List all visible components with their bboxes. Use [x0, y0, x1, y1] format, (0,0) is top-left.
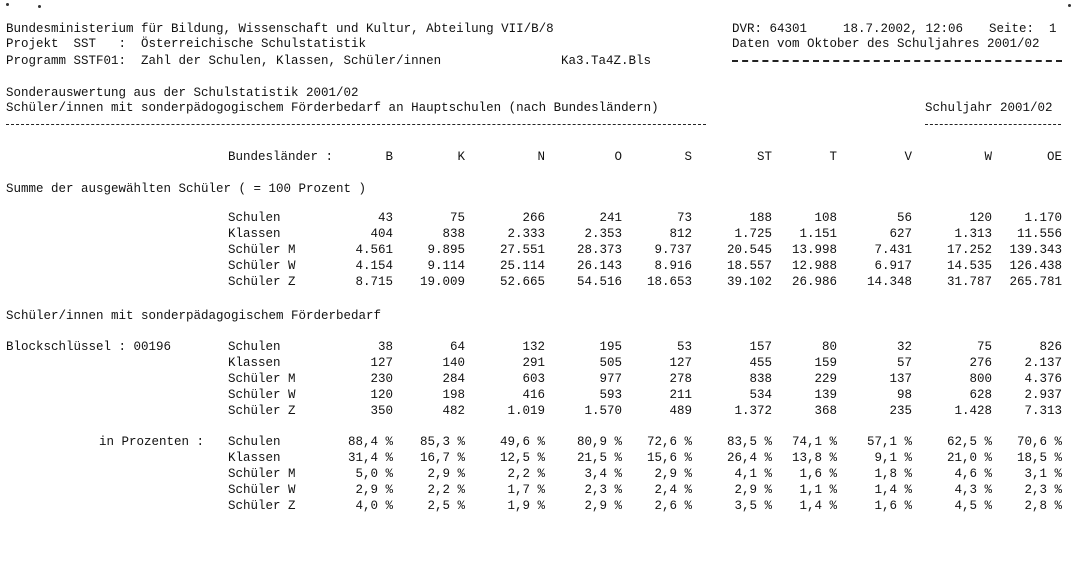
table-cell: 2,4 % [654, 483, 692, 497]
table-cell: 43 [377, 211, 393, 225]
table-cell: 2.137 [1024, 356, 1062, 370]
table-cell: 812 [669, 227, 692, 241]
table-cell: 12.988 [791, 259, 837, 273]
program-line: Programm SSTF01: Zahl der Schulen, Klassen, Schüler/innen [6, 54, 442, 68]
table-cell: 603 [522, 372, 545, 386]
table-cell: 75 [449, 211, 465, 225]
data-note: Daten vom Oktober des Schuljahres 2001/02 [732, 37, 1040, 51]
row-label: Schulen [228, 211, 281, 225]
row-label: Schüler M [228, 372, 296, 386]
table-cell: 4,3 % [954, 483, 992, 497]
table-cell: 49,6 % [499, 435, 545, 449]
table-cell: 26.986 [791, 275, 837, 289]
table-cell: 1.170 [1024, 211, 1062, 225]
table-cell: 19.009 [419, 275, 465, 289]
project-line: Projekt SST : Österreichische Schulstatistik [6, 37, 367, 51]
row-label: Klassen [228, 451, 281, 465]
table-cell: 2,3 % [1024, 483, 1062, 497]
row-label: Schüler W [228, 388, 296, 402]
table-cell: 31.787 [946, 275, 992, 289]
table-cell: 9.737 [654, 243, 692, 257]
row-label: Schüler Z [228, 404, 296, 418]
table-cell: 21,0 % [946, 451, 992, 465]
table-cell: 229 [814, 372, 837, 386]
table-cell: 5,0 % [355, 467, 393, 481]
table-cell: 80,9 % [576, 435, 622, 449]
report-subtitle: Schüler/innen mit sonderpädogogischem Förderbedarf an Hauptschulen (nach Bundesländern) [6, 101, 659, 115]
table-cell: 1,1 % [799, 483, 837, 497]
row-label: Schüler M [228, 467, 296, 481]
table-cell: 404 [370, 227, 393, 241]
row-label: Klassen [228, 227, 281, 241]
table-cell: 31,4 % [347, 451, 393, 465]
table-cell: 73 [676, 211, 692, 225]
table-cell: 1,4 % [799, 499, 837, 513]
column-header-n: N [537, 150, 545, 164]
table-cell: 2.353 [584, 227, 622, 241]
table-cell: 14.535 [946, 259, 992, 273]
column-header-oe: OE [1046, 150, 1062, 164]
report-title: Sonderauswertung aus der Schulstatistik 2001/02 [6, 86, 359, 100]
table-cell: 505 [599, 356, 622, 370]
ministry-line: Bundesministerium für Bildung, Wissenschaft und Kultur, Abteilung VII/B/8 [6, 22, 554, 36]
table-cell: 126.438 [1009, 259, 1062, 273]
table-cell: 108 [814, 211, 837, 225]
table-cell: 25.114 [499, 259, 545, 273]
title-rule [6, 124, 706, 125]
table-cell: 1.151 [799, 227, 837, 241]
table-cell: 230 [370, 372, 393, 386]
table-cell: 140 [442, 356, 465, 370]
table-cell: 39.102 [726, 275, 772, 289]
table-cell: 9,1 % [874, 451, 912, 465]
table-cell: 3,1 % [1024, 467, 1062, 481]
schuljahr-label: Schuljahr 2001/02 [925, 101, 1053, 115]
table-cell: 198 [442, 388, 465, 402]
table-cell: 2,9 % [734, 483, 772, 497]
table-cell: 628 [969, 388, 992, 402]
row-label: Schüler W [228, 483, 296, 497]
table-cell: 53 [676, 340, 692, 354]
table-cell: 139 [814, 388, 837, 402]
table-cell: 62,5 % [946, 435, 992, 449]
table-cell: 350 [370, 404, 393, 418]
table-cell: 3,5 % [734, 499, 772, 513]
table-cell: 489 [669, 404, 692, 418]
row-label: Schulen [228, 340, 281, 354]
table-cell: 235 [889, 404, 912, 418]
table-cell: 627 [889, 227, 912, 241]
table-cell: 83,5 % [726, 435, 772, 449]
table-cell: 13,8 % [791, 451, 837, 465]
block-key: Blockschlüssel : 00196 [6, 340, 172, 354]
table-cell: 1.428 [954, 404, 992, 418]
table-cell: 157 [749, 340, 772, 354]
table-cell: 2,6 % [654, 499, 692, 513]
table-cell: 38 [377, 340, 393, 354]
table-cell: 120 [969, 211, 992, 225]
section1-title: Summe der ausgewählten Schüler ( = 100 Prozent ) [6, 182, 367, 196]
table-cell: 593 [599, 388, 622, 402]
row-label: Schüler Z [228, 275, 296, 289]
table-cell: 6.917 [874, 259, 912, 273]
table-cell: 534 [749, 388, 772, 402]
table-cell: 88,4 % [347, 435, 393, 449]
table-cell: 2,9 % [355, 483, 393, 497]
table-cell: 2,5 % [427, 499, 465, 513]
table-cell: 1.725 [734, 227, 772, 241]
table-cell: 72,6 % [646, 435, 692, 449]
bundeslaender-label: Bundesländer : [228, 150, 334, 164]
dvr-number: DVR: 64301 [732, 22, 808, 36]
column-header-t: T [829, 150, 837, 164]
table-cell: 21,5 % [576, 451, 622, 465]
table-cell: 9.895 [427, 243, 465, 257]
table-cell: 1.570 [584, 404, 622, 418]
table-cell: 211 [669, 388, 692, 402]
table-cell: 266 [522, 211, 545, 225]
column-header-v: V [904, 150, 912, 164]
table-cell: 1.313 [954, 227, 992, 241]
row-label: Klassen [228, 356, 281, 370]
section2-title: Schüler/innen mit sonderpädagogischem Förderbedarf [6, 309, 382, 323]
schuljahr-rule [925, 124, 1061, 125]
table-cell: 20.545 [726, 243, 772, 257]
table-cell: 13.998 [791, 243, 837, 257]
table-cell: 826 [1039, 340, 1062, 354]
table-cell: 1,4 % [874, 483, 912, 497]
table-cell: 17.252 [946, 243, 992, 257]
table-cell: 482 [442, 404, 465, 418]
page-number: Seite: 1 [989, 22, 1057, 36]
table-cell: 2,2 % [427, 483, 465, 497]
table-cell: 4,5 % [954, 499, 992, 513]
row-label: Schüler W [228, 259, 296, 273]
table-cell: 1,6 % [874, 499, 912, 513]
table-cell: 368 [814, 404, 837, 418]
table-cell: 57 [896, 356, 912, 370]
table-cell: 15,6 % [646, 451, 692, 465]
table-cell: 1.019 [507, 404, 545, 418]
table-cell: 75 [976, 340, 992, 354]
table-cell: 64 [449, 340, 465, 354]
table-cell: 284 [442, 372, 465, 386]
table-cell: 2,2 % [507, 467, 545, 481]
scan-speck [6, 3, 9, 6]
table-cell: 800 [969, 372, 992, 386]
table-cell: 9.114 [427, 259, 465, 273]
table-cell: 98 [896, 388, 912, 402]
table-cell: 2,3 % [584, 483, 622, 497]
row-label: Schüler M [228, 243, 296, 257]
table-cell: 2,9 % [654, 467, 692, 481]
table-cell: 2,8 % [1024, 499, 1062, 513]
table-cell: 74,1 % [791, 435, 837, 449]
table-cell: 4.561 [355, 243, 393, 257]
column-header-o: O [614, 150, 622, 164]
table-cell: 838 [442, 227, 465, 241]
table-cell: 52.665 [499, 275, 545, 289]
table-cell: 137 [889, 372, 912, 386]
table-cell: 120 [370, 388, 393, 402]
table-cell: 1,6 % [799, 467, 837, 481]
table-cell: 27.551 [499, 243, 545, 257]
table-cell: 32 [896, 340, 912, 354]
report-datetime: 18.7.2002, 12:06 [843, 22, 964, 36]
table-cell: 159 [814, 356, 837, 370]
row-label: Schulen [228, 435, 281, 449]
percent-label: in Prozenten : [99, 435, 205, 449]
table-cell: 2.333 [507, 227, 545, 241]
table-cell: 28.373 [576, 243, 622, 257]
table-cell: 3,4 % [584, 467, 622, 481]
table-cell: 4.376 [1024, 372, 1062, 386]
table-cell: 139.343 [1009, 243, 1062, 257]
table-cell: 977 [599, 372, 622, 386]
table-cell: 278 [669, 372, 692, 386]
table-cell: 2.937 [1024, 388, 1062, 402]
table-cell: 85,3 % [419, 435, 465, 449]
table-cell: 8.715 [355, 275, 393, 289]
scan-speck [38, 5, 41, 8]
column-header-st: ST [756, 150, 772, 164]
table-cell: 8.916 [654, 259, 692, 273]
table-cell: 26.143 [576, 259, 622, 273]
table-cell: 1.372 [734, 404, 772, 418]
table-cell: 127 [370, 356, 393, 370]
table-cell: 265.781 [1009, 275, 1062, 289]
table-cell: 14.348 [866, 275, 912, 289]
table-cell: 18.557 [726, 259, 772, 273]
column-header-s: S [684, 150, 692, 164]
table-cell: 276 [969, 356, 992, 370]
table-cell: 18.653 [646, 275, 692, 289]
table-cell: 4,1 % [734, 467, 772, 481]
table-cell: 291 [522, 356, 545, 370]
table-cell: 70,6 % [1016, 435, 1062, 449]
table-cell: 54.516 [576, 275, 622, 289]
table-cell: 1,7 % [507, 483, 545, 497]
table-cell: 7.313 [1024, 404, 1062, 418]
table-cell: 455 [749, 356, 772, 370]
table-cell: 7.431 [874, 243, 912, 257]
table-cell: 2,9 % [427, 467, 465, 481]
header-double-rule [732, 60, 1062, 62]
table-cell: 4.154 [355, 259, 393, 273]
table-cell: 16,7 % [419, 451, 465, 465]
table-cell: 195 [599, 340, 622, 354]
file-name: Ka3.Ta4Z.Bls [561, 54, 652, 68]
table-cell: 4,6 % [954, 467, 992, 481]
column-header-w: W [984, 150, 992, 164]
scan-speck [1068, 4, 1071, 7]
row-label: Schüler Z [228, 499, 296, 513]
column-header-k: K [457, 150, 465, 164]
table-cell: 2,9 % [584, 499, 622, 513]
table-cell: 188 [749, 211, 772, 225]
table-cell: 80 [821, 340, 837, 354]
table-cell: 57,1 % [866, 435, 912, 449]
table-cell: 416 [522, 388, 545, 402]
table-cell: 132 [522, 340, 545, 354]
table-cell: 127 [669, 356, 692, 370]
table-cell: 18,5 % [1016, 451, 1062, 465]
table-cell: 56 [896, 211, 912, 225]
table-cell: 838 [749, 372, 772, 386]
table-cell: 1,8 % [874, 467, 912, 481]
table-cell: 26,4 % [726, 451, 772, 465]
column-header-b: B [385, 150, 393, 164]
table-cell: 241 [599, 211, 622, 225]
table-cell: 11.556 [1016, 227, 1062, 241]
table-cell: 1,9 % [507, 499, 545, 513]
table-cell: 4,0 % [355, 499, 393, 513]
table-cell: 12,5 % [499, 451, 545, 465]
